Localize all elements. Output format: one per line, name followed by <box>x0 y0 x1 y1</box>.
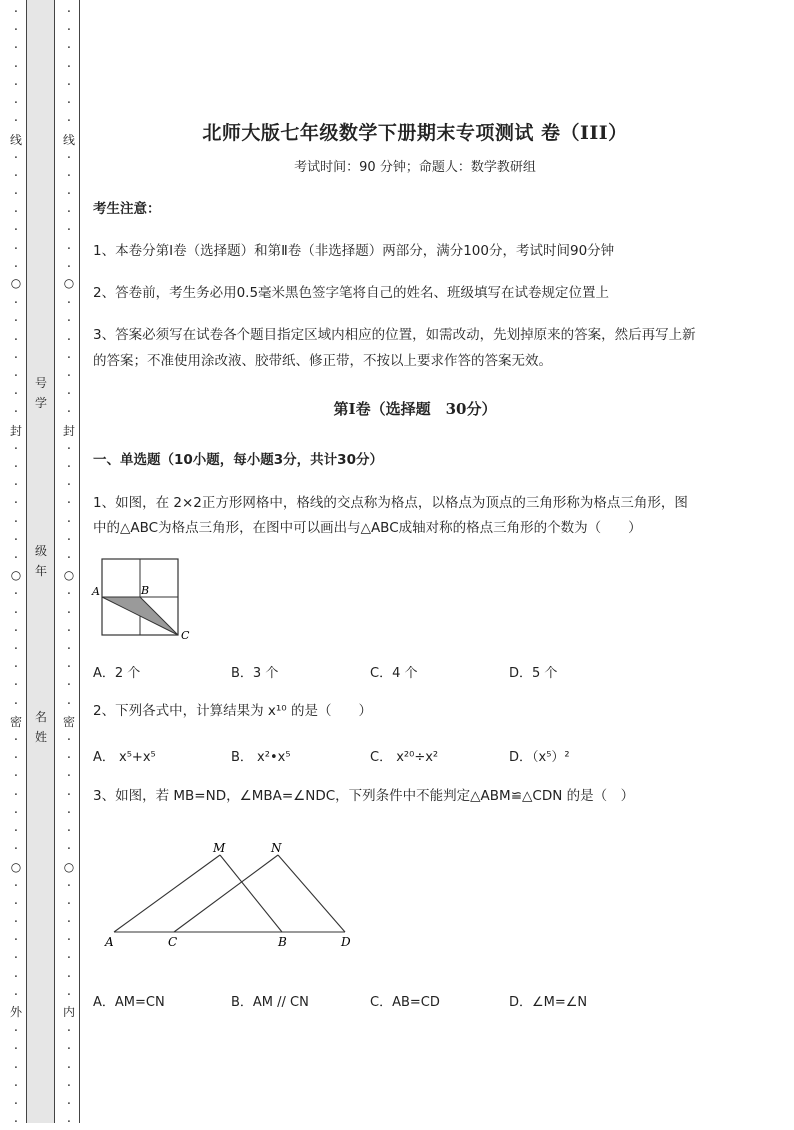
q3-option-b[interactable]: B．AM // CN <box>231 995 309 1010</box>
seal-dot: · <box>66 970 72 985</box>
seal-dot: · <box>66 660 72 675</box>
q1-option-c[interactable]: C．4 个 <box>370 666 418 681</box>
q3-triangles-figure <box>100 840 360 955</box>
seal-dot: · <box>66 60 72 75</box>
point-label-b: B <box>141 584 150 597</box>
seal-dot: · <box>66 151 72 166</box>
seal-dot: · <box>13 23 19 38</box>
segment-cn <box>174 855 278 932</box>
seal-dot: · <box>66 369 72 384</box>
seal-dot: · <box>66 1097 72 1112</box>
q2-stem: 2、下列各式中，计算结果为 x¹⁰ 的是（ ） <box>93 703 372 719</box>
q3-option-d[interactable]: D．∠M=∠N <box>509 995 588 1010</box>
seal-dot: · <box>66 788 72 803</box>
seal-dot: · <box>13 788 19 803</box>
point-label-n: N <box>271 841 282 855</box>
seal-dot: · <box>13 824 19 839</box>
seal-dot: · <box>66 879 72 894</box>
q3-stem: 3、如图，若 MB=ND，∠MBA=∠NDC，下列条件中不能判定△ABM≌△CDN 的是（ ） <box>93 788 635 804</box>
seal-dot: · <box>66 824 72 839</box>
seal-dot: · <box>13 187 19 202</box>
point-label-d: D <box>341 935 351 949</box>
seal-dot: · <box>66 242 72 257</box>
seal-dot: · <box>13 405 19 420</box>
seal-dot: · <box>13 242 19 257</box>
seal-dot: · <box>13 897 19 912</box>
field-label-grade-1: 级 <box>34 544 47 558</box>
seal-dot: · <box>66 642 72 657</box>
segment-am <box>114 855 220 932</box>
seal-dot: · <box>13 751 19 766</box>
q1-option-b[interactable]: B．3 个 <box>231 666 279 681</box>
field-label-number-1: 号 <box>34 376 47 390</box>
seal-dot: · <box>66 223 72 238</box>
seal-circle: ○ <box>10 568 22 582</box>
seal-dot: · <box>66 296 72 311</box>
seal-dot: · <box>13 96 19 111</box>
seal-dot: · <box>13 606 19 621</box>
point-label-c: C <box>168 935 178 949</box>
seal-dot: · <box>66 988 72 1003</box>
seal-dot: · <box>13 41 19 56</box>
seal-label: 封 <box>63 424 76 438</box>
seal-label: 线 <box>10 133 23 147</box>
seal-dot: · <box>13 169 19 184</box>
seal-dot: · <box>13 697 19 712</box>
seal-dot: · <box>13 769 19 784</box>
q1-stem-continued: 中的△ABC为格点三角形，在图中可以画出与△ABC成轴对称的格点三角形的个数为（ ） <box>93 520 642 536</box>
seal-dot: · <box>13 660 19 675</box>
seal-dot: · <box>66 806 72 821</box>
seal-dot: · <box>66 187 72 202</box>
segment-nd <box>278 855 345 932</box>
seal-dot: · <box>13 223 19 238</box>
notice-item: 3、答案必须写在试卷各个题目指定区域内相应的位置，如需改动，先划掉原来的答案，然后再写上新 <box>93 327 696 343</box>
seal-circle: ○ <box>10 276 22 290</box>
seal-dot: · <box>13 988 19 1003</box>
q3-option-c[interactable]: C．AB=CD <box>370 995 440 1010</box>
seal-dot: · <box>13 333 19 348</box>
seal-dot: · <box>66 897 72 912</box>
seal-dot: · <box>13 387 19 402</box>
seal-dot: · <box>66 387 72 402</box>
seal-label: 封 <box>10 424 23 438</box>
seal-dot: · <box>13 5 19 20</box>
seal-dot: · <box>66 496 72 511</box>
point-label-a: A <box>92 585 100 598</box>
notice-item-continued: 的答案；不准使用涂改液、胶带纸、修正带，不按以上要求作答的答案无效。 <box>93 353 552 369</box>
seal-dot: · <box>13 933 19 948</box>
field-label-name-2: 姓 <box>34 730 47 744</box>
seal-dot: · <box>13 678 19 693</box>
page-title: 北师大版七年级数学下册期末专项测试 卷（III） <box>202 122 628 144</box>
seal-dot: · <box>66 78 72 93</box>
seal-dot: · <box>66 260 72 275</box>
seal-dot: · <box>66 1024 72 1039</box>
seal-dot: · <box>13 78 19 93</box>
seal-dot: · <box>13 442 19 457</box>
section-title: 第Ⅰ卷（选择题 30分） <box>333 400 497 418</box>
seal-dot: · <box>66 533 72 548</box>
point-label-a: A <box>105 935 114 949</box>
seal-label: 密 <box>63 715 76 729</box>
point-label-m: M <box>213 841 226 855</box>
q2-option-d[interactable]: D．（x⁵）² <box>509 750 570 765</box>
q1-grid-figure <box>90 555 200 645</box>
notice-item: 2、答卷前，考生务必用0.5毫米黑色签字笔将自己的姓名、班级填写在试卷规定位置上 <box>93 285 610 301</box>
seal-dot: · <box>66 23 72 38</box>
seal-dot: · <box>13 1061 19 1076</box>
seal-dot: · <box>66 1061 72 1076</box>
q1-option-d[interactable]: D．5 个 <box>509 666 558 681</box>
segment-mb <box>220 855 282 932</box>
point-label-b: B <box>278 935 287 949</box>
seal-dot: · <box>13 806 19 821</box>
q2-option-b[interactable]: B． x²•x⁵ <box>231 750 291 765</box>
seal-dot: · <box>66 5 72 20</box>
seal-dot: · <box>13 879 19 894</box>
inner-seal-line <box>63 0 76 1130</box>
exam-info: 考试时间：90 分钟；命题人：数学教研组 <box>294 160 536 175</box>
seal-dot: · <box>66 515 72 530</box>
seal-dot: · <box>13 587 19 602</box>
seal-dot: · <box>13 1024 19 1039</box>
seal-dot: · <box>66 314 72 329</box>
seal-dot: · <box>13 842 19 857</box>
q2-option-a[interactable]: A． x⁵+x⁵ <box>93 750 156 765</box>
seal-dot: · <box>13 642 19 657</box>
seal-dot: · <box>66 205 72 220</box>
seal-dot: · <box>13 1097 19 1112</box>
seal-dot: · <box>66 624 72 639</box>
seal-circle: ○ <box>63 860 75 874</box>
seal-dot: · <box>66 114 72 129</box>
seal-dot: · <box>66 697 72 712</box>
margin-rule <box>79 0 80 1123</box>
seal-dot: · <box>13 733 19 748</box>
seal-dot: · <box>13 60 19 75</box>
seal-dot: · <box>66 333 72 348</box>
seal-dot: · <box>13 533 19 548</box>
seal-dot: · <box>13 1042 19 1057</box>
seal-dot: · <box>13 260 19 275</box>
field-label-number-2: 学 <box>34 396 47 410</box>
seal-label: 密 <box>10 715 23 729</box>
seal-circle: ○ <box>63 568 75 582</box>
seal-dot: · <box>66 41 72 56</box>
seal-circle: ○ <box>63 276 75 290</box>
seal-dot: · <box>13 351 19 366</box>
seal-dot: · <box>66 351 72 366</box>
seal-dot: · <box>66 951 72 966</box>
outer-seal-line <box>10 0 23 1130</box>
seal-dot: · <box>66 1115 72 1130</box>
q1-stem: 1、如图，在 2×2正方形网格中，格线的交点称为格点，以格点为顶点的三角形称为格点三角形，图 <box>93 495 688 511</box>
seal-dot: · <box>13 915 19 930</box>
seal-dot: · <box>13 369 19 384</box>
seal-dot: · <box>66 587 72 602</box>
binding-margin <box>26 0 55 1123</box>
seal-dot: · <box>66 769 72 784</box>
seal-label: 线 <box>63 133 76 147</box>
seal-dot: · <box>66 1079 72 1094</box>
q3-option-a[interactable]: A．AM=CN <box>93 995 165 1010</box>
seal-dot: · <box>66 751 72 766</box>
seal-dot: · <box>66 933 72 948</box>
notice-item: 1、本卷分第Ⅰ卷（选择题）和第Ⅱ卷（非选择题）两部分，满分100分，考试时间90分钟 <box>93 243 615 259</box>
seal-dot: · <box>66 915 72 930</box>
seal-dot: · <box>66 733 72 748</box>
seal-dot: · <box>13 205 19 220</box>
seal-dot: · <box>13 496 19 511</box>
seal-dot: · <box>13 551 19 566</box>
seal-dot: · <box>13 314 19 329</box>
seal-label: 内 <box>63 1005 76 1019</box>
seal-dot: · <box>13 624 19 639</box>
seal-label: 外 <box>10 1005 23 1019</box>
seal-dot: · <box>13 296 19 311</box>
seal-dot: · <box>66 551 72 566</box>
seal-dot: · <box>66 478 72 493</box>
point-label-c: C <box>181 629 190 642</box>
field-label-name-1: 名 <box>34 710 47 724</box>
seal-circle: ○ <box>10 860 22 874</box>
seal-dot: · <box>66 96 72 111</box>
seal-dot: · <box>66 460 72 475</box>
seal-dot: · <box>66 169 72 184</box>
seal-dot: · <box>66 678 72 693</box>
seal-dot: · <box>66 405 72 420</box>
seal-dot: · <box>13 1079 19 1094</box>
seal-dot: · <box>13 114 19 129</box>
seal-dot: · <box>13 460 19 475</box>
seal-dot: · <box>66 606 72 621</box>
seal-dot: · <box>66 1042 72 1057</box>
seal-dot: · <box>66 842 72 857</box>
seal-dot: · <box>13 951 19 966</box>
seal-dot: · <box>13 151 19 166</box>
seal-dot: · <box>66 442 72 457</box>
field-label-grade-2: 年 <box>34 564 47 578</box>
seal-dot: · <box>13 970 19 985</box>
notice-heading: 考生注意： <box>93 201 161 217</box>
q2-option-c[interactable]: C． x²⁰÷x² <box>370 750 439 765</box>
seal-dot: · <box>13 515 19 530</box>
seal-dot: · <box>13 1115 19 1130</box>
part-heading: 一、单选题（10小题，每小题3分，共计30分） <box>93 452 383 468</box>
q1-option-a[interactable]: A．2 个 <box>93 666 141 681</box>
seal-dot: · <box>13 478 19 493</box>
